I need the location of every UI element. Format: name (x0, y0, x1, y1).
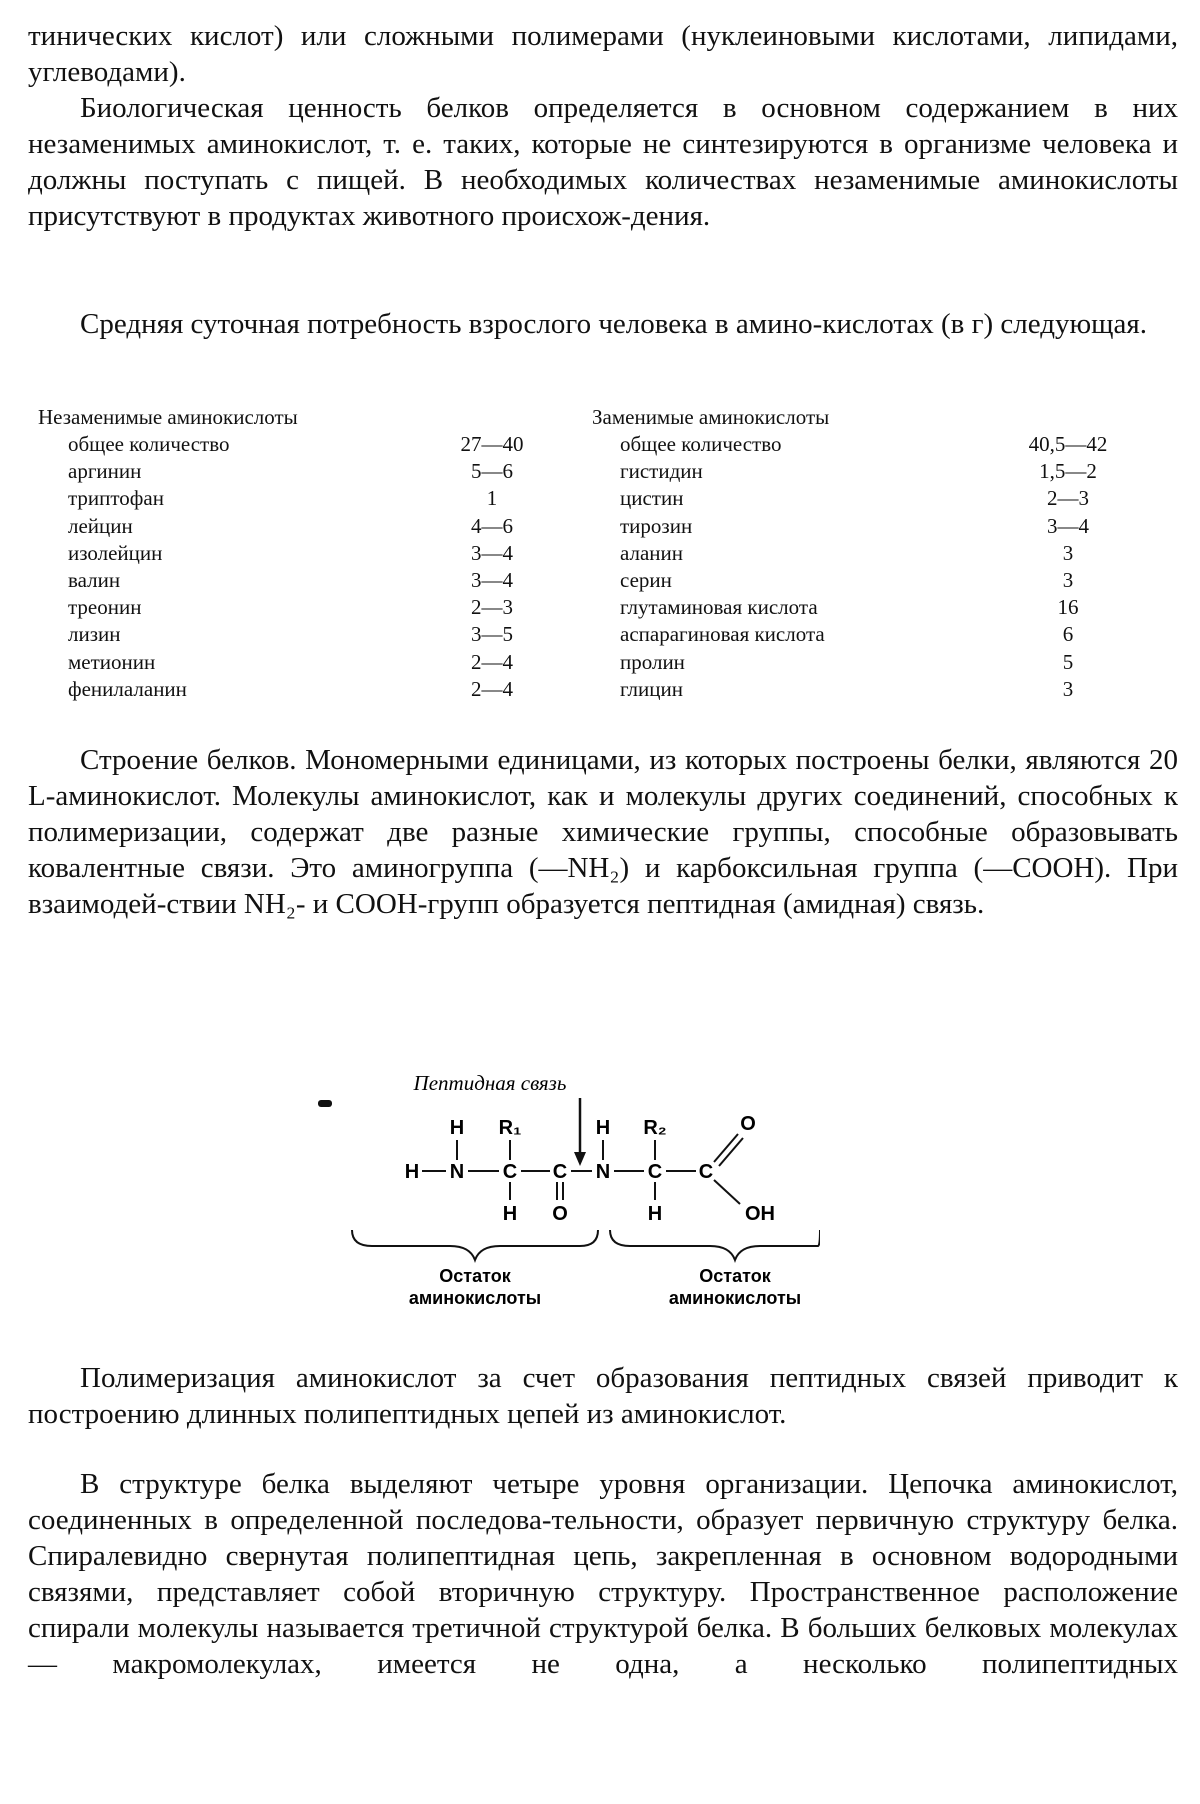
table-row-value: 3 (1062, 540, 1074, 565)
table-row-name: изолейцин (68, 540, 163, 565)
table-row-name: общее количество (620, 432, 782, 456)
paragraph-intro-continuation: тинических кислот) или сложными полимерами (нуклеиновыми кислотами, липидами, углеводами). (28, 20, 1178, 88)
table-row-value: 5 (1062, 649, 1074, 674)
atom-n-2: N (595, 1161, 611, 1183)
table-row-name: метионин (68, 649, 156, 674)
peptide-bond-formula (300, 1070, 820, 1320)
table-row-name: глутаминовая кислота (620, 595, 818, 620)
atom-n-1: N (449, 1161, 465, 1183)
table-row-name: тирозин (620, 513, 693, 538)
atom-h-top-1: H (449, 1117, 465, 1139)
table-row-name: глицин (620, 676, 683, 701)
residue-sub-2: аминокислоты (668, 1288, 802, 1308)
paragraph-structure-levels: В структуре белка выделяют четыре уровня организации. Цепочка аминокислот, соединенных в определенной последова-тельности, образует первичную структуру белка. Спиралевидно свернутая полипептидная цепь, закрепленная в основном водородными связями, представляет собой вторичную структуру. Пространственное расположение спирали молекулы называется третичной структурой белка. В больших белковых молекулах — макромолекулах, имеется не одна, а несколько полипептидных (28, 1468, 1178, 1680)
paragraph-daily-requirement: Средняя суточная потребность взрослого человека в амино-кислотах (в г) следующая. (80, 308, 1147, 340)
table-row-value: 4—6 (471, 513, 513, 538)
table-row-value: 1 (486, 486, 498, 511)
table-row-name: валин (68, 568, 121, 592)
table-row-value: 2—3 (471, 595, 513, 620)
atom-h-bottom-1: H (502, 1203, 518, 1225)
bond-arrow-head (574, 1152, 586, 1166)
residue-label-1: Остаток (439, 1266, 511, 1286)
brace-right (610, 1230, 820, 1260)
atom-c-alpha-2: C (647, 1161, 663, 1183)
table-row-value: 16 (1057, 595, 1079, 620)
atom-o-carbonyl: O (552, 1203, 568, 1225)
table-row-value: 3 (1062, 568, 1074, 592)
paragraph-polymerization: Полимеризация аминокислот за счет образования пептидных связей приводит к построению длинных полипептидных цепей из аминокислот. (28, 1362, 1178, 1430)
table-row-name: аргинин (68, 459, 142, 484)
table-row-name: аланин (620, 540, 684, 565)
atom-c-carboxyl: C (698, 1161, 714, 1183)
group-r2: R₂ (643, 1117, 667, 1139)
table-row-name: треонин (68, 595, 142, 620)
table-row-value: 3—4 (471, 540, 513, 565)
peptide-formula-svg (300, 1070, 820, 1320)
atom-c-carbonyl: C (552, 1161, 568, 1183)
table-row-name: серин (620, 568, 672, 592)
table-row-name: гистидин (620, 459, 703, 484)
atom-h-bottom-2: H (647, 1203, 663, 1225)
atom-c-alpha-1: C (502, 1161, 518, 1183)
table-row-value: 3 (1062, 676, 1074, 701)
table-row-name: лейцин (68, 513, 133, 538)
table-row-name: фенилаланин (68, 676, 187, 701)
essential-header: Незаменимые аминокислоты (38, 405, 298, 429)
paragraph-biological-value: Биологическая ценность белков определяется в основном содержанием в них незаменимых аминокислот, т. е. таких, которые не синтезируются в организме человека и должны поступать с пищей. В необходимых количествах незаменимые аминокислоты присутствуют в продуктах животного происхож-дения. (28, 92, 1178, 232)
table-row-value: 2—4 (471, 676, 513, 701)
table-row-value: 1,5—2 (1039, 459, 1097, 484)
table-row-value: 27—40 (460, 432, 524, 456)
table-row-value: 6 (1062, 622, 1074, 647)
atom-h-terminal: H (404, 1161, 420, 1183)
table-row-value: 3—5 (471, 622, 513, 647)
table-row-name: аспарагиновая кислота (620, 622, 825, 647)
residue-sub-1: аминокислоты (408, 1288, 542, 1308)
table-row-name: лизин (68, 622, 121, 647)
atom-h-top-2: H (595, 1117, 611, 1139)
peptide-bond-label: Пептидная связь (413, 1071, 567, 1095)
table-row-value: 5—6 (471, 459, 513, 484)
table-row-name: общее количество (68, 432, 230, 456)
table-row-value: 3—4 (471, 568, 513, 592)
paragraph-protein-structure: Строение белков. Мономерными единицами, из которых построены белки, являются 20 L-аминокислот. Молекулы аминокислот, как и молекулы других соединений, способных к полимеризации, содержат две разные химические группы, способные образовывать ковалентные связи. Это аминогруппа (—NH₂) и карбоксильная группа (—COOH). При взаимодей-ствии NH₂- и COOH-групп образуется пептидная (амидная) связь. (28, 744, 1178, 920)
brace-left (352, 1230, 598, 1260)
residue-label-2: Остаток (699, 1266, 771, 1286)
table-row-value: 40,5—42 (1028, 432, 1108, 456)
table-row-value: 2—4 (471, 649, 513, 674)
group-r1: R₁ (498, 1117, 522, 1139)
nonessential-header: Заменимые аминокислоты (592, 405, 830, 429)
group-oh: OH (745, 1203, 775, 1225)
table-row-name: пролин (620, 649, 685, 674)
bond-to-oh (714, 1180, 740, 1204)
table-row-name: цистин (620, 486, 684, 511)
table-row-value: 2—3 (1047, 486, 1089, 511)
table-row-value: 3—4 (1047, 513, 1089, 538)
table-row-name: триптофан (68, 486, 164, 511)
atom-o-carboxyl: O (740, 1113, 756, 1135)
